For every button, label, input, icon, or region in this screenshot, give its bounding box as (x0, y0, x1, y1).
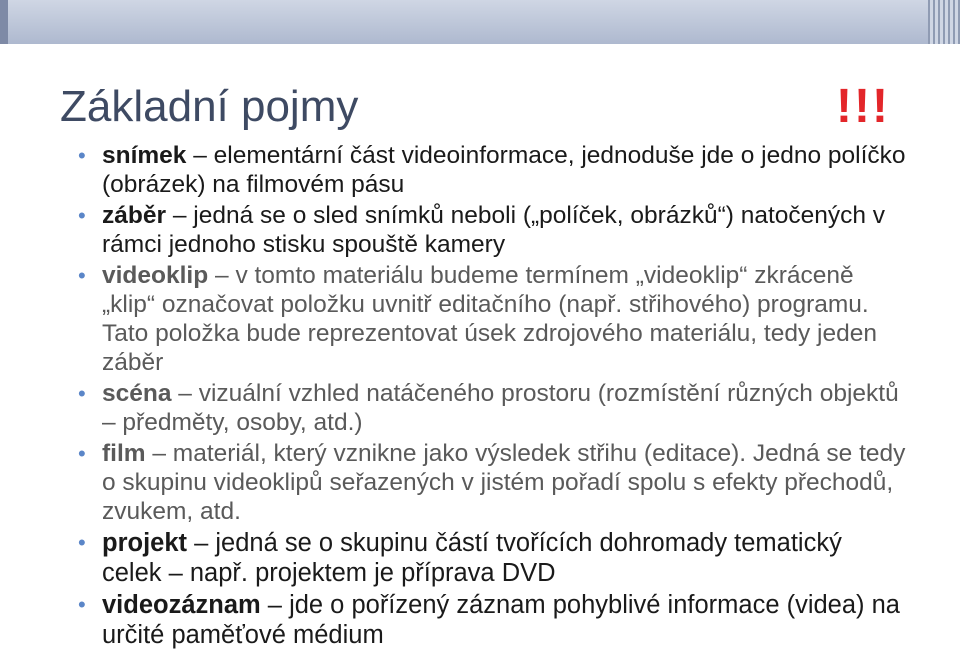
definition: – v tomto materiálu budeme termínem „videoklip“ zkráceně „klip“ označovat položku uvnitř editačního (např. střihového) programu. Tato položka bude reprezentovat úsek zdrojového materiálu, tedy jeden záběr (102, 262, 877, 376)
term: videozáznam (102, 591, 261, 619)
list-item-videoklip (78, 261, 908, 377)
list-item-scena (78, 379, 908, 437)
term: záběr (102, 202, 167, 229)
title-row (60, 78, 900, 138)
list-item-film (78, 439, 908, 526)
term: projekt (102, 529, 188, 557)
term: film (102, 440, 146, 467)
term: snímek (102, 142, 187, 169)
bullet-list (78, 141, 908, 650)
list-item-snimek (78, 141, 908, 199)
definition: – materiál, který vznikne jako výsledek střihu (editace). Jedná se tedy o skupinu videoklipů seřazených v jistém pořadí spolu s efekty přechodů, zvukem, atd. (102, 440, 906, 525)
header-left-tab (0, 0, 8, 44)
list-item-projekt (78, 528, 908, 588)
definition: – vizuální vzhled natáčeného prostoru (rozmístění různých objektů – předměty, osoby, atd.) (102, 380, 899, 436)
list-item-zaber (78, 201, 908, 259)
term: videoklip (102, 262, 209, 289)
exclamation-marks: !!! (836, 80, 890, 133)
term: scéna (102, 380, 172, 407)
slide-title: Základní pojmy (60, 82, 359, 131)
definition: – elementární část videoinformace, jednoduše jde o jedno políčko (obrázek) na filmovém pásu (102, 142, 906, 198)
definition: – jde o pořízený záznam pohyblivé informace (videa) na určité paměťové médium (102, 591, 900, 649)
definition: – jedná se o skupinu částí tvořících dohromady tematický celek – např. projektem je příprava DVD (102, 529, 842, 587)
slide-header-bar (0, 0, 960, 44)
definition: – jedná se o sled snímků neboli („políček, obrázků“) natočených v rámci jednoho stisku spouště kamery (102, 202, 886, 258)
header-stripes (928, 0, 960, 44)
list-item-videozaznam (78, 590, 908, 650)
